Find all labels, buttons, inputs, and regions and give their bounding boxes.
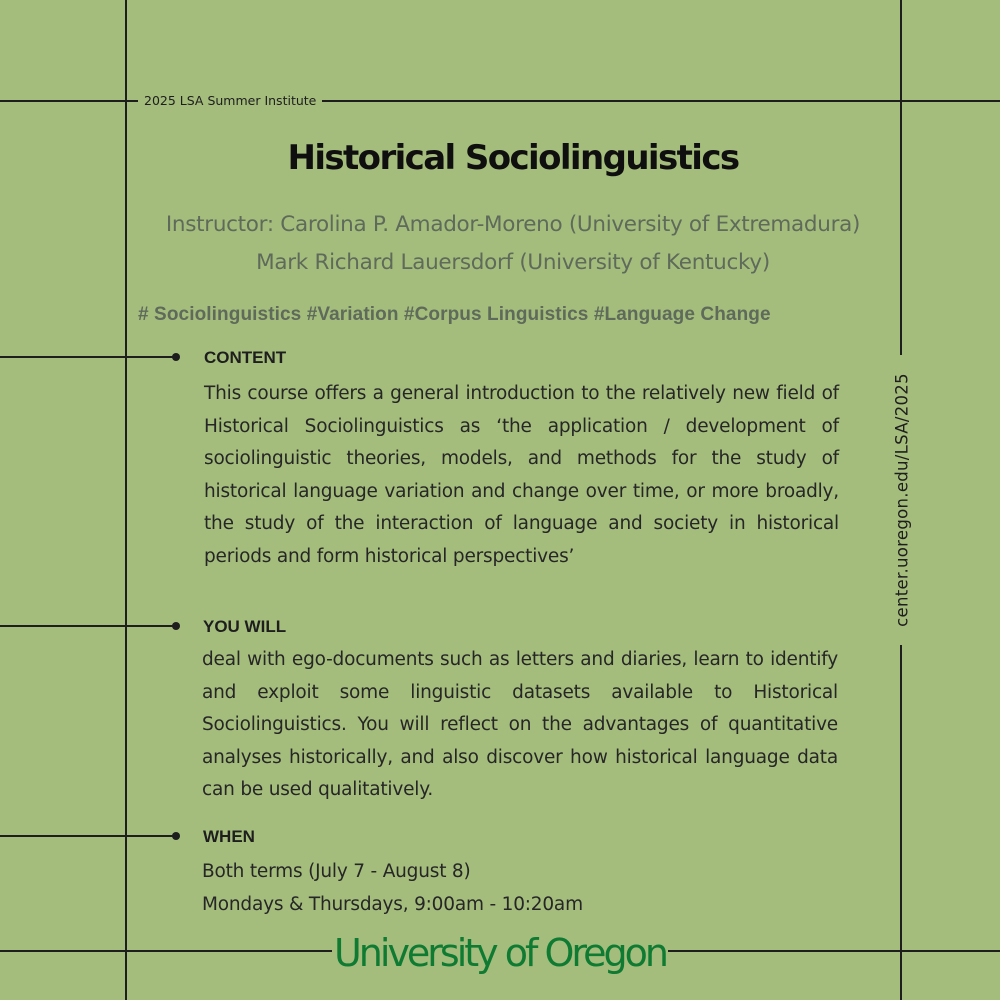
- topic-tags: # Sociolinguistics #Variation #Corpus Linguistics #Language Change: [138, 304, 771, 325]
- content-heading: CONTENT: [204, 348, 287, 367]
- university-logo: University of Oregon: [332, 928, 668, 978]
- website-url[interactable]: center.uoregon.edu/LSA/2025: [892, 373, 912, 627]
- content-body: This course offers a general introduction to the relatively new field of Historical Sociolinguistics as ‘the application / development of sociolinguistic theories, models, and methods for the study of historical language variation and change over time, or more broadly, the study of the interaction of language and society in historical periods and form historical perspectives’: [204, 383, 839, 567]
- content-bullet: [172, 353, 180, 361]
- content-connector-line: [0, 356, 176, 358]
- when-times: Mondays & Thursdays, 9:00am - 10:20am: [202, 894, 583, 915]
- course-title: Historical Sociolinguistics: [287, 138, 739, 178]
- you-will-bullet: [172, 622, 180, 630]
- url-container: [888, 355, 916, 645]
- you-will-connector-line: [0, 625, 176, 627]
- instructor-line-2: Mark Richard Lauersdorf (University of Kentucky): [256, 250, 770, 275]
- instructor-line-1: Instructor: Carolina P. Amador-Moreno (University of Extremadura): [165, 212, 861, 237]
- when-heading: WHEN: [203, 827, 255, 846]
- when-bullet: [172, 832, 180, 840]
- when-connector-line: [0, 835, 176, 837]
- institute-label: 2025 LSA Summer Institute: [138, 92, 322, 110]
- when-dates: Both terms (July 7 - August 8): [202, 861, 471, 882]
- you-will-heading: YOU WILL: [203, 617, 287, 636]
- you-will-body: deal with ego-documents such as letters and diaries, learn to identify and exploit some linguistic datasets available to Historical Sociolinguistics. You will reflect on the advantages of quantitative analyses historically, and also discover how historical language data can be used qualitatively.: [202, 649, 838, 800]
